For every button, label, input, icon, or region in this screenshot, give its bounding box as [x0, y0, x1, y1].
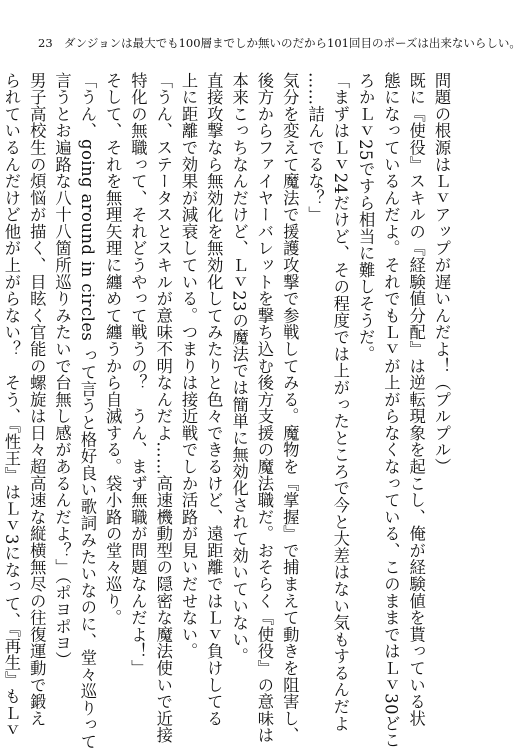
- text-line: 直接攻撃なら無効化を無効化してみたりと色々できるけど、遠距離ではＬｖ負けしてる: [204, 72, 224, 727]
- text-line: 「うん、going around in circles って言うと格好良い歌詞みたいなのに、堂々巡りって: [77, 72, 97, 750]
- vertical-body-text: [1, 72, 454, 750]
- text-line: そして、それを無理矢理に纏めて纏うから自滅する。袋小路の堂々巡り。: [103, 72, 123, 627]
- text-line: 本来こっちなんだけど、Ｌｖ23の魔法では簡単に無効化されて効いていない。: [229, 72, 249, 665]
- text-line: 言うとお遍路な八十八箇所巡りみたいで台無し感があるんだよ？」（ポヨポヨ）: [52, 72, 72, 669]
- text-line: 特化の無職って、それどうやって戦うの？ うん、まず無職が問題なんだよ！」: [128, 72, 148, 677]
- text-line: 上に距離で効果が減衰している。つまりは接近戦でしか活路が見いだせない。: [179, 72, 199, 660]
- running-title: ダンジョンは最大でも100層までしか無いのだから101回目のポーズは出来ないらしい。: [64, 36, 521, 50]
- running-header: [38, 35, 521, 51]
- text-line: ろかＬｖ25ですら相当に難しそうだ。: [356, 72, 376, 363]
- text-line: 「まずはＬｖ24だけど、その程度では上がったところで今と大差はない気もするんだよ: [330, 72, 350, 732]
- text-line: 「うん、ステータスとスキルが意味不明なんだよ……高速機動型の隠密な魔法使いで近接: [153, 72, 173, 744]
- text-line: 男子高校生の煩悩が描く、目眩く官能の螺旋は日々超高速な縦横無尽の往復運動で鍛え: [27, 72, 47, 727]
- text-line: 問題の根源はＬｖアップが遅いんだよ！（プルプル）: [432, 72, 451, 475]
- text-line: られているんだけど他が上がらない？ そう、『性王』はＬｖ3になって、『再生』もＬｖ: [1, 72, 21, 739]
- text-line: ……詰んでるな？」: [305, 72, 325, 224]
- text-line: 態になっているんだよ。それでもＬｖが上がらなくなっている、このままではＬｖ30どこ: [381, 72, 401, 749]
- text-line: 後方からファイヤーバレットを撃ち込む後方支援の魔法職だ。おそらく『使役』の意味は: [254, 72, 274, 744]
- text-line: 気分を変えて魔法で援護攻撃で参戦してみる。魔物を『掌握』で捕まえて動きを阻害し、: [280, 72, 300, 744]
- page-number: 23: [38, 36, 53, 50]
- text-line: 既に『使役』スキルの『経験値分配』は逆転現象を起こし、俺が経験値を貰っている状: [406, 72, 426, 727]
